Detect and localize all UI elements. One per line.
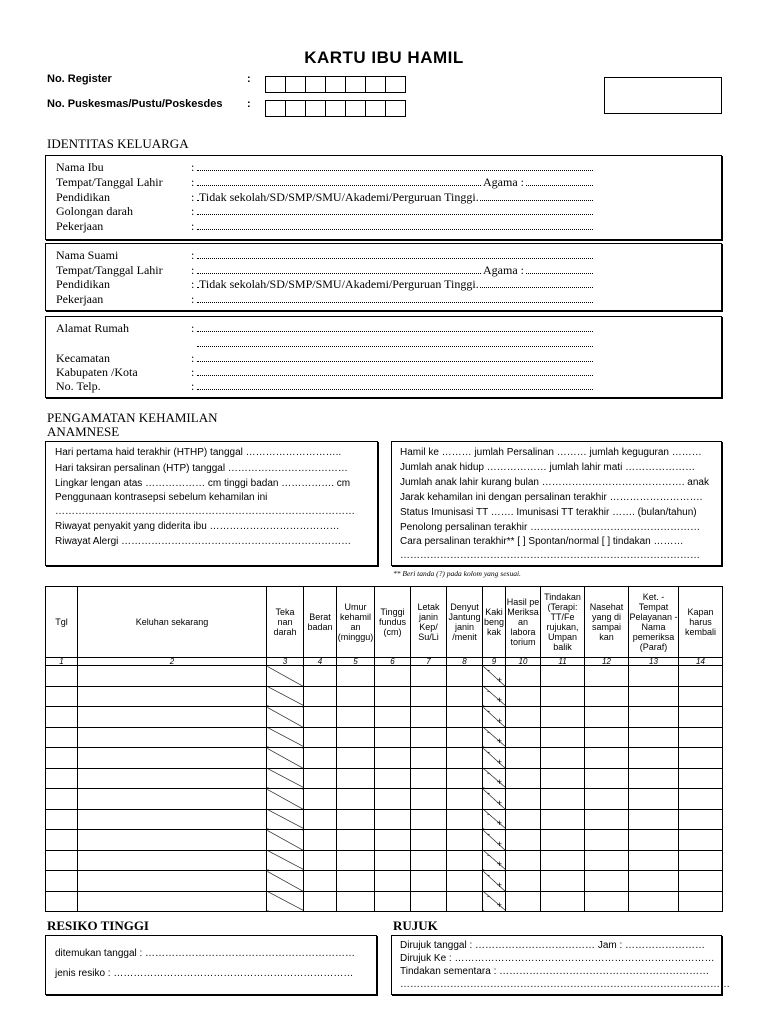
table-cell[interactable] — [447, 809, 483, 830]
table-cell[interactable] — [411, 768, 447, 789]
table-cell[interactable] — [46, 871, 78, 892]
no-register-label: No. Register — [47, 73, 112, 85]
minus-mark: - — [487, 726, 490, 737]
table-cell[interactable] — [375, 707, 411, 728]
rujuk-title: RUJUK — [393, 918, 438, 933]
table-cell[interactable] — [679, 891, 723, 912]
table-cell[interactable] — [78, 666, 267, 687]
table-cell[interactable] — [541, 891, 585, 912]
table-row — [46, 850, 723, 871]
table-cell[interactable] — [304, 727, 337, 748]
table-cell[interactable] — [506, 850, 541, 871]
table-cell[interactable] — [411, 809, 447, 830]
table-cell[interactable] — [679, 686, 723, 707]
col-number: 4 — [304, 658, 337, 666]
column-number-row — [46, 658, 723, 666]
table-cell[interactable] — [411, 727, 447, 748]
cara-persalinan-field[interactable]: Cara persalinan terakhir** [ ] Spontan/normal [ ] tindakan ……… — [400, 536, 684, 547]
table-cell[interactable] — [411, 830, 447, 851]
kaki-bengkak-cell[interactable] — [483, 768, 506, 789]
header-umur-kehamilan: Umur kehamil an (minggu) — [337, 587, 375, 658]
table-cell[interactable] — [304, 850, 337, 871]
table-cell[interactable] — [506, 871, 541, 892]
tekanan-darah-cell[interactable] — [267, 891, 304, 912]
tekanan-darah-cell[interactable] — [267, 727, 304, 748]
tekanan-darah-cell[interactable] — [267, 707, 304, 728]
table-cell[interactable] — [506, 789, 541, 810]
table-body — [46, 666, 723, 912]
kontrasepsi-field[interactable]: ……………………………………………………………………………… — [55, 506, 355, 517]
minus-mark: - — [487, 890, 490, 901]
table-cell[interactable] — [337, 707, 375, 728]
kaki-bengkak-cell[interactable] — [483, 727, 506, 748]
table-row — [46, 686, 723, 707]
table-cell[interactable] — [585, 789, 629, 810]
kaki-bengkak-cell[interactable] — [483, 748, 506, 769]
table-cell[interactable] — [78, 850, 267, 871]
table-cell[interactable] — [78, 809, 267, 830]
table-cell[interactable] — [447, 686, 483, 707]
table-cell[interactable] — [46, 768, 78, 789]
jarak-kehamilan-field[interactable]: Jarak kehamilan ini dengan persalinan terakhir ………………………. — [400, 492, 703, 503]
table-cell[interactable] — [541, 727, 585, 748]
header-kapan-kembali: Kapan harus kembali — [679, 587, 723, 658]
table-cell[interactable] — [629, 891, 679, 912]
table-cell[interactable] — [447, 871, 483, 892]
table-cell[interactable] — [629, 666, 679, 687]
plus-mark: + — [496, 674, 502, 685]
table-cell[interactable] — [629, 686, 679, 707]
table-cell[interactable] — [679, 707, 723, 728]
col-number: 8 — [447, 658, 483, 666]
jenis-resiko-field[interactable]: jenis resiko : ……………………………………………………………… — [55, 968, 354, 979]
table-cell[interactable] — [78, 789, 267, 810]
plus-mark: + — [496, 736, 502, 746]
table-cell[interactable] — [585, 871, 629, 892]
kaki-bengkak-cell[interactable] — [483, 707, 506, 728]
table-cell[interactable] — [78, 768, 267, 789]
header-denyut-jantung: Denyut Jantung janin /menit — [447, 587, 483, 658]
table-cell[interactable] — [46, 850, 78, 871]
col-number: 2 — [78, 658, 267, 666]
kabupaten-field[interactable]: Kabupaten /Kota : — [56, 365, 713, 380]
table-cell[interactable] — [337, 748, 375, 769]
table-cell[interactable] — [78, 707, 267, 728]
colon: : — [247, 98, 251, 110]
header-nasehat: Nasehat yang di sampai kan — [585, 587, 629, 658]
kaki-bengkak-cell[interactable] — [483, 686, 506, 707]
plus-mark: + — [496, 695, 502, 705]
pendidikan-suami-field[interactable]: Pendidikan : Tidak sekolah/SD/SMP/SMU/Akademi/Perguruan Tinggi. — [56, 277, 713, 292]
table-cell[interactable] — [506, 707, 541, 728]
golongan-darah-field[interactable]: Golongan darah : — [56, 204, 713, 219]
table-cell[interactable] — [679, 748, 723, 769]
kaki-bengkak-cell[interactable] — [483, 871, 506, 892]
plus-mark: + — [496, 879, 502, 890]
table-cell[interactable] — [411, 707, 447, 728]
tekanan-darah-cell[interactable] — [267, 768, 304, 789]
table-row — [46, 768, 723, 789]
imunisasi-tt-field[interactable]: Status Imunisasi TT ……. Imunisasi TT terakhir ……. (bulan/tahun) — [400, 507, 697, 518]
alamat-section — [45, 316, 722, 398]
identitas-title: IDENTITAS KELUARGA — [47, 136, 189, 151]
table-cell[interactable] — [337, 871, 375, 892]
plus-mark: + — [496, 715, 502, 726]
table-cell[interactable] — [375, 891, 411, 912]
table-cell[interactable] — [585, 686, 629, 707]
kaki-bengkak-cell[interactable] — [483, 789, 506, 810]
table-cell[interactable] — [629, 768, 679, 789]
lila-field[interactable]: Lingkar lengan atas ……………… cm tinggi badan ……………. cm — [55, 478, 351, 489]
table-cell[interactable] — [447, 727, 483, 748]
table-cell[interactable] — [304, 809, 337, 830]
table-cell[interactable] — [375, 830, 411, 851]
table-cell[interactable] — [337, 830, 375, 851]
table-header-row — [46, 587, 723, 658]
table-cell[interactable] — [46, 748, 78, 769]
col-number: 10 — [506, 658, 541, 666]
table-cell[interactable] — [585, 707, 629, 728]
table-cell[interactable] — [585, 830, 629, 851]
table-cell[interactable] — [679, 789, 723, 810]
table-cell[interactable] — [629, 748, 679, 769]
plus-mark: + — [496, 859, 502, 869]
minus-mark: - — [487, 788, 490, 798]
header-berat-badan: Berat badan — [304, 587, 337, 658]
plus-mark: + — [496, 777, 502, 787]
hthp-field[interactable]: Hari pertama haid terakhir (HTHP) tanggal ……………………….. — [55, 447, 342, 458]
table-cell[interactable] — [78, 748, 267, 769]
table-cell[interactable] — [541, 809, 585, 830]
table-row — [46, 707, 723, 728]
table-row — [46, 666, 723, 687]
table-cell[interactable] — [541, 748, 585, 769]
anamnese-title: ANAMNESE — [47, 424, 120, 439]
no-puskesmas-label: No. Puskesmas/Pustu/Poskesdes — [47, 98, 223, 110]
table-cell[interactable] — [46, 809, 78, 830]
table-cell[interactable] — [447, 768, 483, 789]
col-number: 6 — [375, 658, 411, 666]
hamil-ke-field[interactable]: Hamil ke ……… jumlah Persalinan ……… jumlah keguguran ……… — [400, 447, 702, 458]
agama-ibu-label: Agama : — [483, 175, 524, 189]
no-puskesmas-boxes[interactable] — [266, 100, 406, 117]
table-cell[interactable] — [375, 727, 411, 748]
table-cell[interactable] — [679, 850, 723, 871]
anak-kurang-bulan-field[interactable]: Jumlah anak lahir kurang bulan ……………………………………. anak — [400, 477, 709, 488]
htp-field[interactable]: Hari taksiran persalinan (HTP) tanggal ……………………………… — [55, 463, 348, 474]
header-kaki-bengkak: Kaki beng kak — [483, 587, 506, 658]
minus-mark: - — [487, 849, 490, 860]
minus-mark: - — [487, 870, 490, 880]
table-cell[interactable] — [337, 686, 375, 707]
table-cell[interactable] — [585, 748, 629, 769]
table-cell[interactable] — [375, 809, 411, 830]
table-cell[interactable] — [585, 809, 629, 830]
table-cell[interactable] — [541, 666, 585, 687]
table-cell[interactable] — [541, 686, 585, 707]
table-cell[interactable] — [679, 768, 723, 789]
table-cell[interactable] — [679, 727, 723, 748]
table-cell[interactable] — [411, 850, 447, 871]
kaki-bengkak-cell[interactable] — [483, 891, 506, 912]
plus-mark: + — [496, 900, 502, 910]
ibu-section — [45, 155, 722, 240]
table-cell[interactable] — [541, 850, 585, 871]
table-cell[interactable] — [375, 871, 411, 892]
resiko-title: RESIKO TINGGI — [47, 918, 149, 933]
table-cell[interactable] — [375, 686, 411, 707]
pengamatan-title: PENGAMATAN KEHAMILAN — [47, 410, 218, 425]
table-cell[interactable] — [411, 891, 447, 912]
table-cell[interactable] — [46, 830, 78, 851]
table-cell[interactable] — [629, 727, 679, 748]
ditemukan-tanggal-field[interactable]: ditemukan tanggal : ……………………………………………………… — [55, 948, 356, 959]
pekerjaan-suami-field[interactable]: Pekerjaan : — [56, 292, 713, 307]
tindakan-sementara-line2[interactable]: ……………………………………………………………………………………… — [400, 979, 730, 990]
table-cell[interactable] — [411, 666, 447, 687]
table-cell[interactable] — [585, 666, 629, 687]
table-cell[interactable] — [411, 686, 447, 707]
header-tekanan-darah: Teka nan darah — [267, 587, 304, 658]
table-row — [46, 727, 723, 748]
table-cell[interactable] — [447, 830, 483, 851]
minus-mark: - — [487, 767, 490, 778]
table-cell[interactable] — [629, 871, 679, 892]
kaki-bengkak-cell[interactable] — [483, 666, 506, 687]
table-cell[interactable] — [78, 686, 267, 707]
agama-suami-label: Agama : — [483, 263, 524, 277]
table-cell[interactable] — [337, 789, 375, 810]
page-title: KARTU IBU HAMIL — [304, 48, 464, 67]
col-number: 12 — [585, 658, 629, 666]
pekerjaan-ibu-field[interactable]: Pekerjaan : — [56, 219, 713, 234]
minus-mark: - — [487, 685, 490, 696]
dirujuk-tanggal-field[interactable]: Dirujuk tanggal : ……………………………… Jam : …………………… — [400, 940, 706, 951]
tekanan-darah-cell[interactable] — [267, 830, 304, 851]
plus-mark: + — [496, 756, 502, 767]
anak-hidup-field[interactable]: Jumlah anak hidup ……………… jumlah lahir mati ………………… — [400, 462, 696, 473]
table-cell[interactable] — [78, 830, 267, 851]
plus-mark: + — [496, 797, 502, 808]
table-cell[interactable] — [585, 850, 629, 871]
colon: : — [247, 73, 251, 85]
table-cell[interactable] — [541, 830, 585, 851]
resiko-box — [45, 935, 377, 995]
table-cell[interactable] — [447, 666, 483, 687]
col-number: 11 — [541, 658, 585, 666]
table-cell[interactable] — [447, 891, 483, 912]
cara-persalinan-line2[interactable]: ……………………………………………………………………………… — [400, 550, 700, 561]
minus-mark: - — [487, 706, 490, 716]
table-cell[interactable] — [585, 891, 629, 912]
riwayat-alergi-field[interactable]: Riwayat Alergi …………………………………………………………… — [55, 536, 352, 547]
table-cell[interactable] — [46, 686, 78, 707]
anamnese-left-box — [45, 441, 378, 566]
alamat-rumah-line2[interactable] — [56, 336, 713, 351]
col-number: 9 — [483, 658, 506, 666]
nama-suami-field[interactable]: Nama Suami : — [56, 248, 713, 263]
table-cell[interactable] — [337, 809, 375, 830]
table-cell[interactable] — [375, 666, 411, 687]
header-letak-janin: Letak janin Kep/ Su/Li — [411, 587, 447, 658]
table-cell[interactable] — [629, 850, 679, 871]
table-cell[interactable] — [585, 727, 629, 748]
header-ket: Ket. - Tempat Pelayanan - Nama pemeriksa (Paraf) — [629, 587, 679, 658]
penolong-persalinan-field[interactable]: Penolong persalinan terakhir …………………………………………… — [400, 522, 701, 533]
col-number: 1 — [46, 658, 78, 666]
table-cell[interactable] — [679, 809, 723, 830]
table-cell[interactable] — [506, 891, 541, 912]
table-row — [46, 830, 723, 851]
table-cell[interactable] — [337, 727, 375, 748]
table-cell[interactable] — [506, 809, 541, 830]
kaki-bengkak-cell[interactable] — [483, 809, 506, 830]
minus-mark: - — [487, 829, 490, 839]
col-number: 13 — [629, 658, 679, 666]
table-cell[interactable] — [375, 768, 411, 789]
table-cell[interactable] — [304, 830, 337, 851]
table-cell[interactable] — [447, 707, 483, 728]
table-cell[interactable] — [46, 891, 78, 912]
tekanan-darah-cell[interactable] — [267, 809, 304, 830]
table-cell[interactable] — [629, 707, 679, 728]
header-tinggi-fundus: Tinggi fundus (cm) — [375, 587, 411, 658]
header-keluhan: Keluhan sekarang — [78, 587, 267, 658]
tekanan-darah-cell[interactable] — [267, 748, 304, 769]
riwayat-penyakit-field[interactable]: Riwayat penyakit yang diderita ibu ………………………………… — [55, 521, 340, 532]
ttl-suami-field[interactable]: Tempat/Tanggal Lahir : Agama : — [56, 263, 713, 278]
header-hasil-lab: Hasil pe Meriksa an labora torium — [506, 587, 541, 658]
table-cell[interactable] — [541, 707, 585, 728]
tekanan-darah-cell[interactable] — [267, 850, 304, 871]
table-cell[interactable] — [679, 830, 723, 851]
col-number: 3 — [267, 658, 304, 666]
table-cell[interactable] — [506, 748, 541, 769]
col-number: 14 — [679, 658, 723, 666]
alamat-rumah-field[interactable]: Alamat Rumah : — [56, 321, 713, 336]
footnote: ** Beri tanda (?) pada kolom yang sesuai. — [393, 569, 521, 578]
kaki-bengkak-cell[interactable] — [483, 830, 506, 851]
table-cell[interactable] — [304, 871, 337, 892]
suami-section — [45, 243, 722, 311]
table-cell[interactable] — [629, 789, 679, 810]
rujuk-box — [391, 935, 730, 995]
table-row — [46, 871, 723, 892]
table-cell[interactable] — [337, 768, 375, 789]
table-cell[interactable] — [46, 727, 78, 748]
telp-field[interactable]: No. Telp. : — [56, 379, 713, 394]
header-tgl: Tgl — [46, 587, 78, 658]
table-cell[interactable] — [304, 686, 337, 707]
no-register-boxes[interactable] — [266, 76, 406, 93]
kecamatan-field[interactable]: Kecamatan : — [56, 351, 713, 366]
table-cell[interactable] — [541, 768, 585, 789]
pendidikan-ibu-field[interactable]: Pendidikan : Tidak sekolah/SD/SMP/SMU/Akademi/Perguruan Tinggi. — [56, 190, 713, 205]
nama-ibu-field[interactable]: Nama Ibu : — [56, 160, 713, 175]
table-cell[interactable] — [506, 768, 541, 789]
minus-mark: - — [487, 747, 490, 757]
table-cell[interactable] — [46, 666, 78, 687]
table-row — [46, 891, 723, 912]
kontrasepsi-label: Penggunaan kontrasepsi sebelum kehamilan ini — [55, 492, 268, 503]
table-cell[interactable] — [629, 809, 679, 830]
table-cell[interactable] — [78, 727, 267, 748]
table-cell[interactable] — [679, 666, 723, 687]
tekanan-darah-cell[interactable] — [267, 871, 304, 892]
table-cell[interactable] — [304, 891, 337, 912]
plus-mark: + — [496, 818, 502, 828]
table-cell[interactable] — [375, 850, 411, 871]
table-cell[interactable] — [506, 727, 541, 748]
table-cell[interactable] — [506, 686, 541, 707]
anamnese-right-box — [391, 441, 722, 566]
visit-table — [45, 586, 723, 912]
table-cell[interactable] — [585, 768, 629, 789]
table-cell[interactable] — [679, 871, 723, 892]
table-cell[interactable] — [78, 871, 267, 892]
table-cell[interactable] — [541, 871, 585, 892]
table-cell[interactable] — [411, 789, 447, 810]
table-cell[interactable] — [506, 666, 541, 687]
tekanan-darah-cell[interactable] — [267, 789, 304, 810]
table-cell[interactable] — [337, 891, 375, 912]
table-cell[interactable] — [447, 748, 483, 769]
ttl-ibu-field[interactable]: Tempat/Tanggal Lahir : Agama : — [56, 175, 713, 190]
table-cell[interactable] — [78, 891, 267, 912]
tekanan-darah-cell[interactable] — [267, 686, 304, 707]
table-cell[interactable] — [304, 789, 337, 810]
table-cell[interactable] — [337, 666, 375, 687]
table-cell[interactable] — [46, 789, 78, 810]
col-number: 5 — [337, 658, 375, 666]
table-cell[interactable] — [375, 748, 411, 769]
minus-mark: - — [487, 665, 490, 675]
table-row — [46, 748, 723, 769]
header-tindakan: Tindakan (Terapi: TT/Fe rujukan, Umpan balik — [541, 587, 585, 658]
table-cell[interactable] — [541, 789, 585, 810]
table-cell[interactable] — [337, 850, 375, 871]
plus-mark: + — [496, 838, 502, 849]
table-row — [46, 809, 723, 830]
table-cell[interactable] — [304, 666, 337, 687]
dirujuk-ke-field[interactable]: Dirujuk Ke : …………………………………………………………………… — [400, 953, 715, 964]
col-number: 7 — [411, 658, 447, 666]
table-cell[interactable] — [447, 789, 483, 810]
table-cell[interactable] — [411, 748, 447, 769]
table-cell[interactable] — [447, 850, 483, 871]
table-cell[interactable] — [304, 707, 337, 728]
table-cell[interactable] — [506, 830, 541, 851]
table-cell[interactable] — [629, 830, 679, 851]
table-cell[interactable] — [304, 768, 337, 789]
tindakan-sementara-field[interactable]: Tindakan sementara : ……………………………………………………… — [400, 966, 710, 977]
table-cell[interactable] — [304, 748, 337, 769]
stamp-box — [604, 77, 722, 114]
table-cell[interactable] — [375, 789, 411, 810]
table-cell[interactable] — [411, 871, 447, 892]
tekanan-darah-cell[interactable] — [267, 666, 304, 687]
minus-mark: - — [487, 808, 490, 819]
table-row — [46, 789, 723, 810]
kaki-bengkak-cell[interactable] — [483, 850, 506, 871]
table-cell[interactable] — [46, 707, 78, 728]
